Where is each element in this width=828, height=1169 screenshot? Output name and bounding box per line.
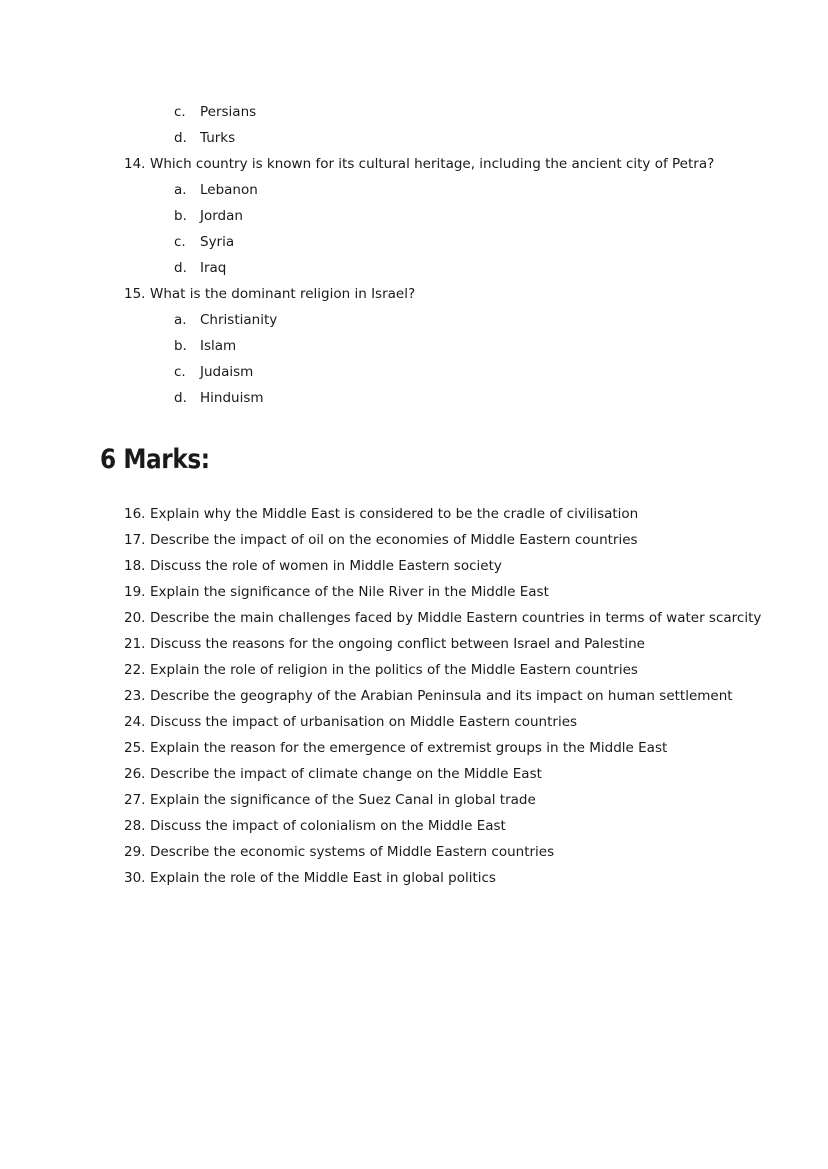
question-number: 24.	[124, 714, 146, 730]
question-16	[124, 505, 638, 523]
option-text: Iraq	[200, 260, 227, 276]
question-number: 21.	[124, 636, 146, 652]
question-text: Describe the impact of oil on the economies of Middle Eastern countries	[150, 532, 638, 548]
option-letter: b.	[174, 208, 187, 224]
option-letter: c.	[174, 234, 186, 250]
question-number: 23.	[124, 688, 146, 704]
question-21	[124, 635, 645, 653]
q15-option-a	[174, 311, 277, 329]
option-letter: b.	[174, 338, 187, 354]
question-29	[124, 843, 554, 861]
question-number: 29.	[124, 844, 146, 860]
question-15	[124, 285, 415, 303]
question-text: Describe the geography of the Arabian Peninsula and its impact on human settlement	[150, 688, 733, 704]
question-number: 19.	[124, 584, 146, 600]
question-text: Which country is known for its cultural heritage, including the ancient city of Petra?	[150, 156, 715, 172]
question-text: Discuss the impact of urbanisation on Middle Eastern countries	[150, 714, 578, 730]
question-text: Explain the reason for the emergence of extremist groups in the Middle East	[150, 740, 668, 756]
option-text: Persians	[200, 104, 257, 120]
q14-option-a	[174, 181, 258, 199]
question-text: Describe the main challenges faced by Middle Eastern countries in terms of water scarcity	[150, 610, 762, 626]
question-20	[124, 609, 761, 627]
question-30	[124, 869, 496, 887]
section-heading: 6 Marks:	[100, 444, 210, 475]
question-number: 17.	[124, 532, 146, 548]
q13-option-d	[174, 129, 235, 147]
question-27	[124, 791, 536, 809]
question-number: 20.	[124, 610, 146, 626]
question-text: Describe the economic systems of Middle Eastern countries	[150, 844, 555, 860]
q13-option-c	[174, 103, 256, 121]
option-letter: a.	[174, 312, 187, 328]
q15-option-b	[174, 337, 236, 355]
option-text: Hinduism	[200, 390, 264, 406]
question-number: 27.	[124, 792, 146, 808]
question-26	[124, 765, 542, 783]
question-18	[124, 557, 502, 575]
question-number: 18.	[124, 558, 146, 574]
q14-option-b	[174, 207, 243, 225]
question-23	[124, 687, 733, 705]
question-number: 26.	[124, 766, 146, 782]
option-text: Syria	[200, 234, 235, 250]
option-text: Jordan	[200, 208, 243, 224]
question-text: Describe the impact of climate change on the Middle East	[150, 766, 542, 782]
option-letter: c.	[174, 104, 186, 120]
question-text: Explain why the Middle East is considered to be the cradle of civilisation	[150, 506, 639, 522]
question-text: Explain the role of the Middle East in global politics	[150, 870, 496, 886]
question-text: Discuss the reasons for the ongoing conflict between Israel and Palestine	[150, 636, 645, 652]
option-letter: d.	[174, 260, 187, 276]
question-number: 25.	[124, 740, 146, 756]
option-letter: a.	[174, 182, 187, 198]
q14-option-d	[174, 259, 226, 277]
option-text: Judaism	[200, 364, 254, 380]
option-text: Christianity	[200, 312, 278, 328]
question-24	[124, 713, 577, 731]
question-text: Discuss the role of women in Middle Eastern society	[150, 558, 502, 574]
q15-option-c	[174, 363, 253, 381]
question-number: 22.	[124, 662, 146, 678]
option-text: Turks	[200, 130, 236, 146]
q15-option-d	[174, 389, 264, 407]
question-text: What is the dominant religion in Israel?	[150, 286, 416, 302]
option-text: Islam	[200, 338, 237, 354]
question-28	[124, 817, 506, 835]
question-14	[124, 155, 714, 173]
question-number: 16.	[124, 506, 146, 522]
question-19	[124, 583, 549, 601]
question-text: Discuss the impact of colonialism on the Middle East	[150, 818, 506, 834]
question-text: Explain the role of religion in the politics of the Middle Eastern countries	[150, 662, 638, 678]
option-letter: c.	[174, 364, 186, 380]
option-letter: d.	[174, 130, 187, 146]
question-text: Explain the significance of the Suez Canal in global trade	[150, 792, 536, 808]
option-letter: d.	[174, 390, 187, 406]
question-25	[124, 739, 667, 757]
question-number: 28.	[124, 818, 146, 834]
option-text: Lebanon	[200, 182, 258, 198]
question-number: 15.	[124, 286, 146, 302]
question-number: 14.	[124, 156, 146, 172]
question-text: Explain the significance of the Nile River in the Middle East	[150, 584, 549, 600]
q14-option-c	[174, 233, 234, 251]
question-17	[124, 531, 638, 549]
question-22	[124, 661, 638, 679]
question-number: 30.	[124, 870, 146, 886]
